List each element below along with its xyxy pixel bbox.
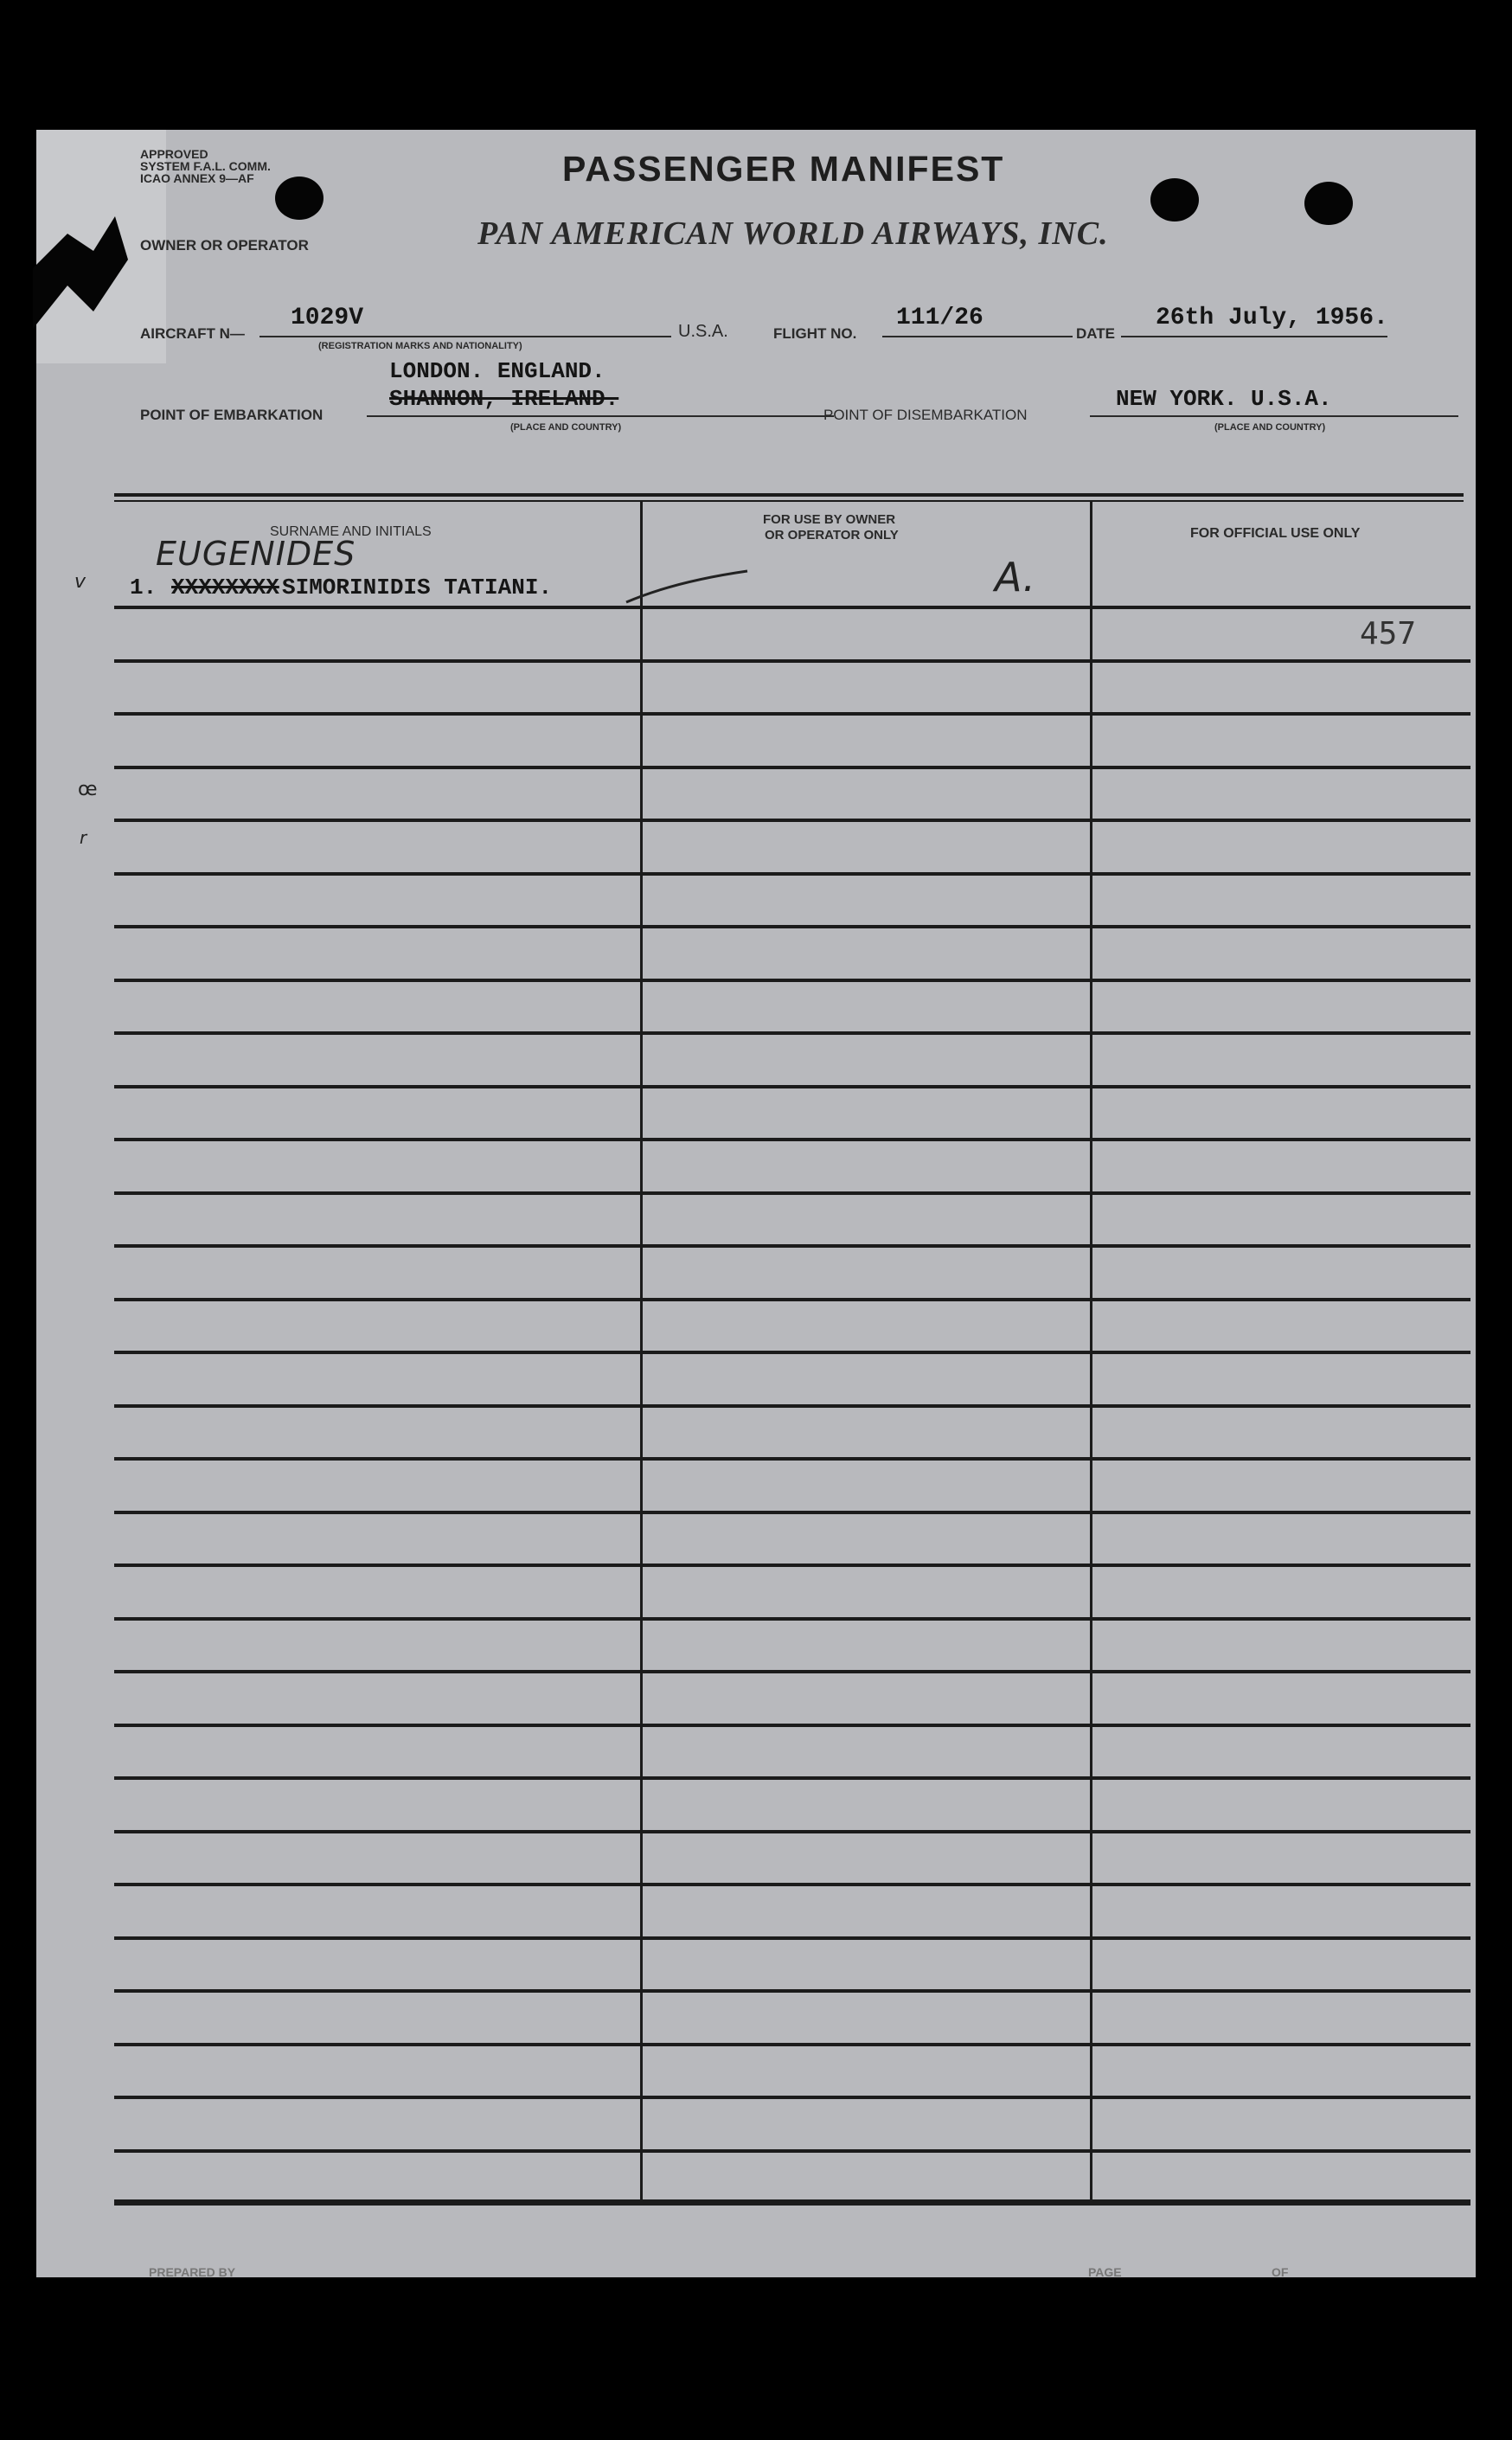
col-surname-header: SURNAME AND INITIALS — [270, 524, 432, 539]
official-number: 457 — [1360, 616, 1417, 652]
row-rule — [114, 766, 1470, 769]
row-rule — [114, 712, 1470, 716]
margin-mark-2: r — [80, 827, 87, 848]
row-rule — [114, 2096, 1470, 2099]
page-title: PASSENGER MANIFEST — [562, 149, 1005, 189]
approved-line-3: ICAO ANNEX 9—AF — [140, 171, 254, 185]
row-rule — [114, 2149, 1470, 2153]
punch-hole-left — [275, 177, 324, 220]
row-rule — [114, 1883, 1470, 1886]
row-rule — [114, 1031, 1470, 1035]
approved-line-2: SYSTEM F.A.L. COMM. — [140, 159, 271, 173]
disembarkation-sublabel: (PLACE AND COUNTRY) — [1214, 422, 1326, 433]
date-label: DATE — [1076, 325, 1116, 342]
entry-struck-name: XXXXXXXX — [171, 575, 279, 600]
row-rule — [114, 1830, 1470, 1833]
table-top-rule-2 — [114, 500, 1464, 502]
row-rule — [114, 1936, 1470, 1940]
date-rule — [1121, 336, 1387, 337]
footer-page: PAGE — [1088, 2265, 1122, 2279]
table-bottom-rule — [114, 2199, 1470, 2204]
table-top-rule — [114, 493, 1464, 497]
approved-line-1: APPROVED — [140, 147, 208, 161]
col-official-header: FOR OFFICIAL USE ONLY — [1190, 526, 1361, 541]
embarkation-label: POINT OF EMBARKATION — [140, 407, 324, 423]
flight-value: 111/26 — [896, 305, 983, 331]
disembarkation-value: NEW YORK. U.S.A. — [1116, 386, 1332, 412]
disembarkation-rule — [1090, 415, 1458, 417]
row-rule — [114, 1244, 1470, 1248]
row-rule — [114, 1776, 1470, 1780]
aircraft-rule — [259, 336, 671, 337]
footer-prepared-by: PREPARED BY — [149, 2265, 236, 2279]
embarkation-line-1: LONDON. ENGLAND. — [389, 358, 605, 384]
handwritten-correction: EUGENIDES — [156, 535, 356, 573]
operator-mark: A. — [995, 554, 1035, 600]
row-rule — [114, 606, 1470, 609]
check-mark: v — [74, 571, 86, 593]
manifest-page — [36, 130, 1476, 2277]
row-rule — [114, 819, 1470, 822]
row-rule — [114, 1670, 1470, 1673]
aircraft-label: AIRCRAFT N— — [140, 325, 245, 342]
embarkation-rule — [367, 415, 834, 417]
owner-value: PAN AMERICAN WORLD AIRWAYS, INC. — [477, 215, 1109, 252]
footer-of: OF — [1272, 2265, 1289, 2279]
torn-edge — [33, 182, 145, 337]
col-operator-header-1: FOR USE BY OWNER — [763, 512, 896, 527]
owner-label: OWNER OR OPERATOR — [140, 237, 309, 254]
punch-hole-center — [1150, 178, 1199, 222]
col-operator-header-2: OR OPERATOR ONLY — [765, 528, 899, 543]
punch-hole-right — [1304, 182, 1353, 225]
row-rule — [114, 659, 1470, 663]
row-rule — [114, 925, 1470, 928]
row-rule — [114, 1564, 1470, 1567]
aircraft-value: 1029V — [291, 305, 364, 331]
row-rule — [114, 1351, 1470, 1354]
aircraft-country: U.S.A. — [678, 322, 728, 341]
row-rule — [114, 1191, 1470, 1195]
embarkation-line-2: SHANNON, IRELAND. — [389, 386, 619, 412]
row-rule — [114, 1085, 1470, 1088]
row-rule — [114, 1457, 1470, 1461]
row-rule — [114, 1511, 1470, 1514]
disembarkation-label: POINT OF DISEMBARKATION — [823, 407, 1028, 423]
row-rule — [114, 1298, 1470, 1301]
flight-rule — [882, 336, 1073, 337]
entry-name: SIMORINIDIS TATIANI. — [282, 575, 553, 600]
embarkation-sublabel: (PLACE AND COUNTRY) — [510, 422, 622, 433]
row-rule — [114, 1724, 1470, 1727]
row-rule — [114, 1617, 1470, 1621]
operator-dash — [623, 564, 753, 607]
row-rule — [114, 1138, 1470, 1141]
row-rule — [114, 872, 1470, 876]
date-value: 26th July, 1956. — [1156, 305, 1388, 331]
row-rule — [114, 1404, 1470, 1408]
row-rule — [114, 2043, 1470, 2046]
row-rule — [114, 1989, 1470, 1993]
entry-number: 1. — [130, 575, 157, 600]
margin-mark-1: œ — [78, 779, 98, 800]
aircraft-sublabel: (REGISTRATION MARKS AND NATIONALITY) — [318, 341, 522, 351]
row-rule — [114, 979, 1470, 982]
flight-label: FLIGHT NO. — [773, 325, 857, 342]
